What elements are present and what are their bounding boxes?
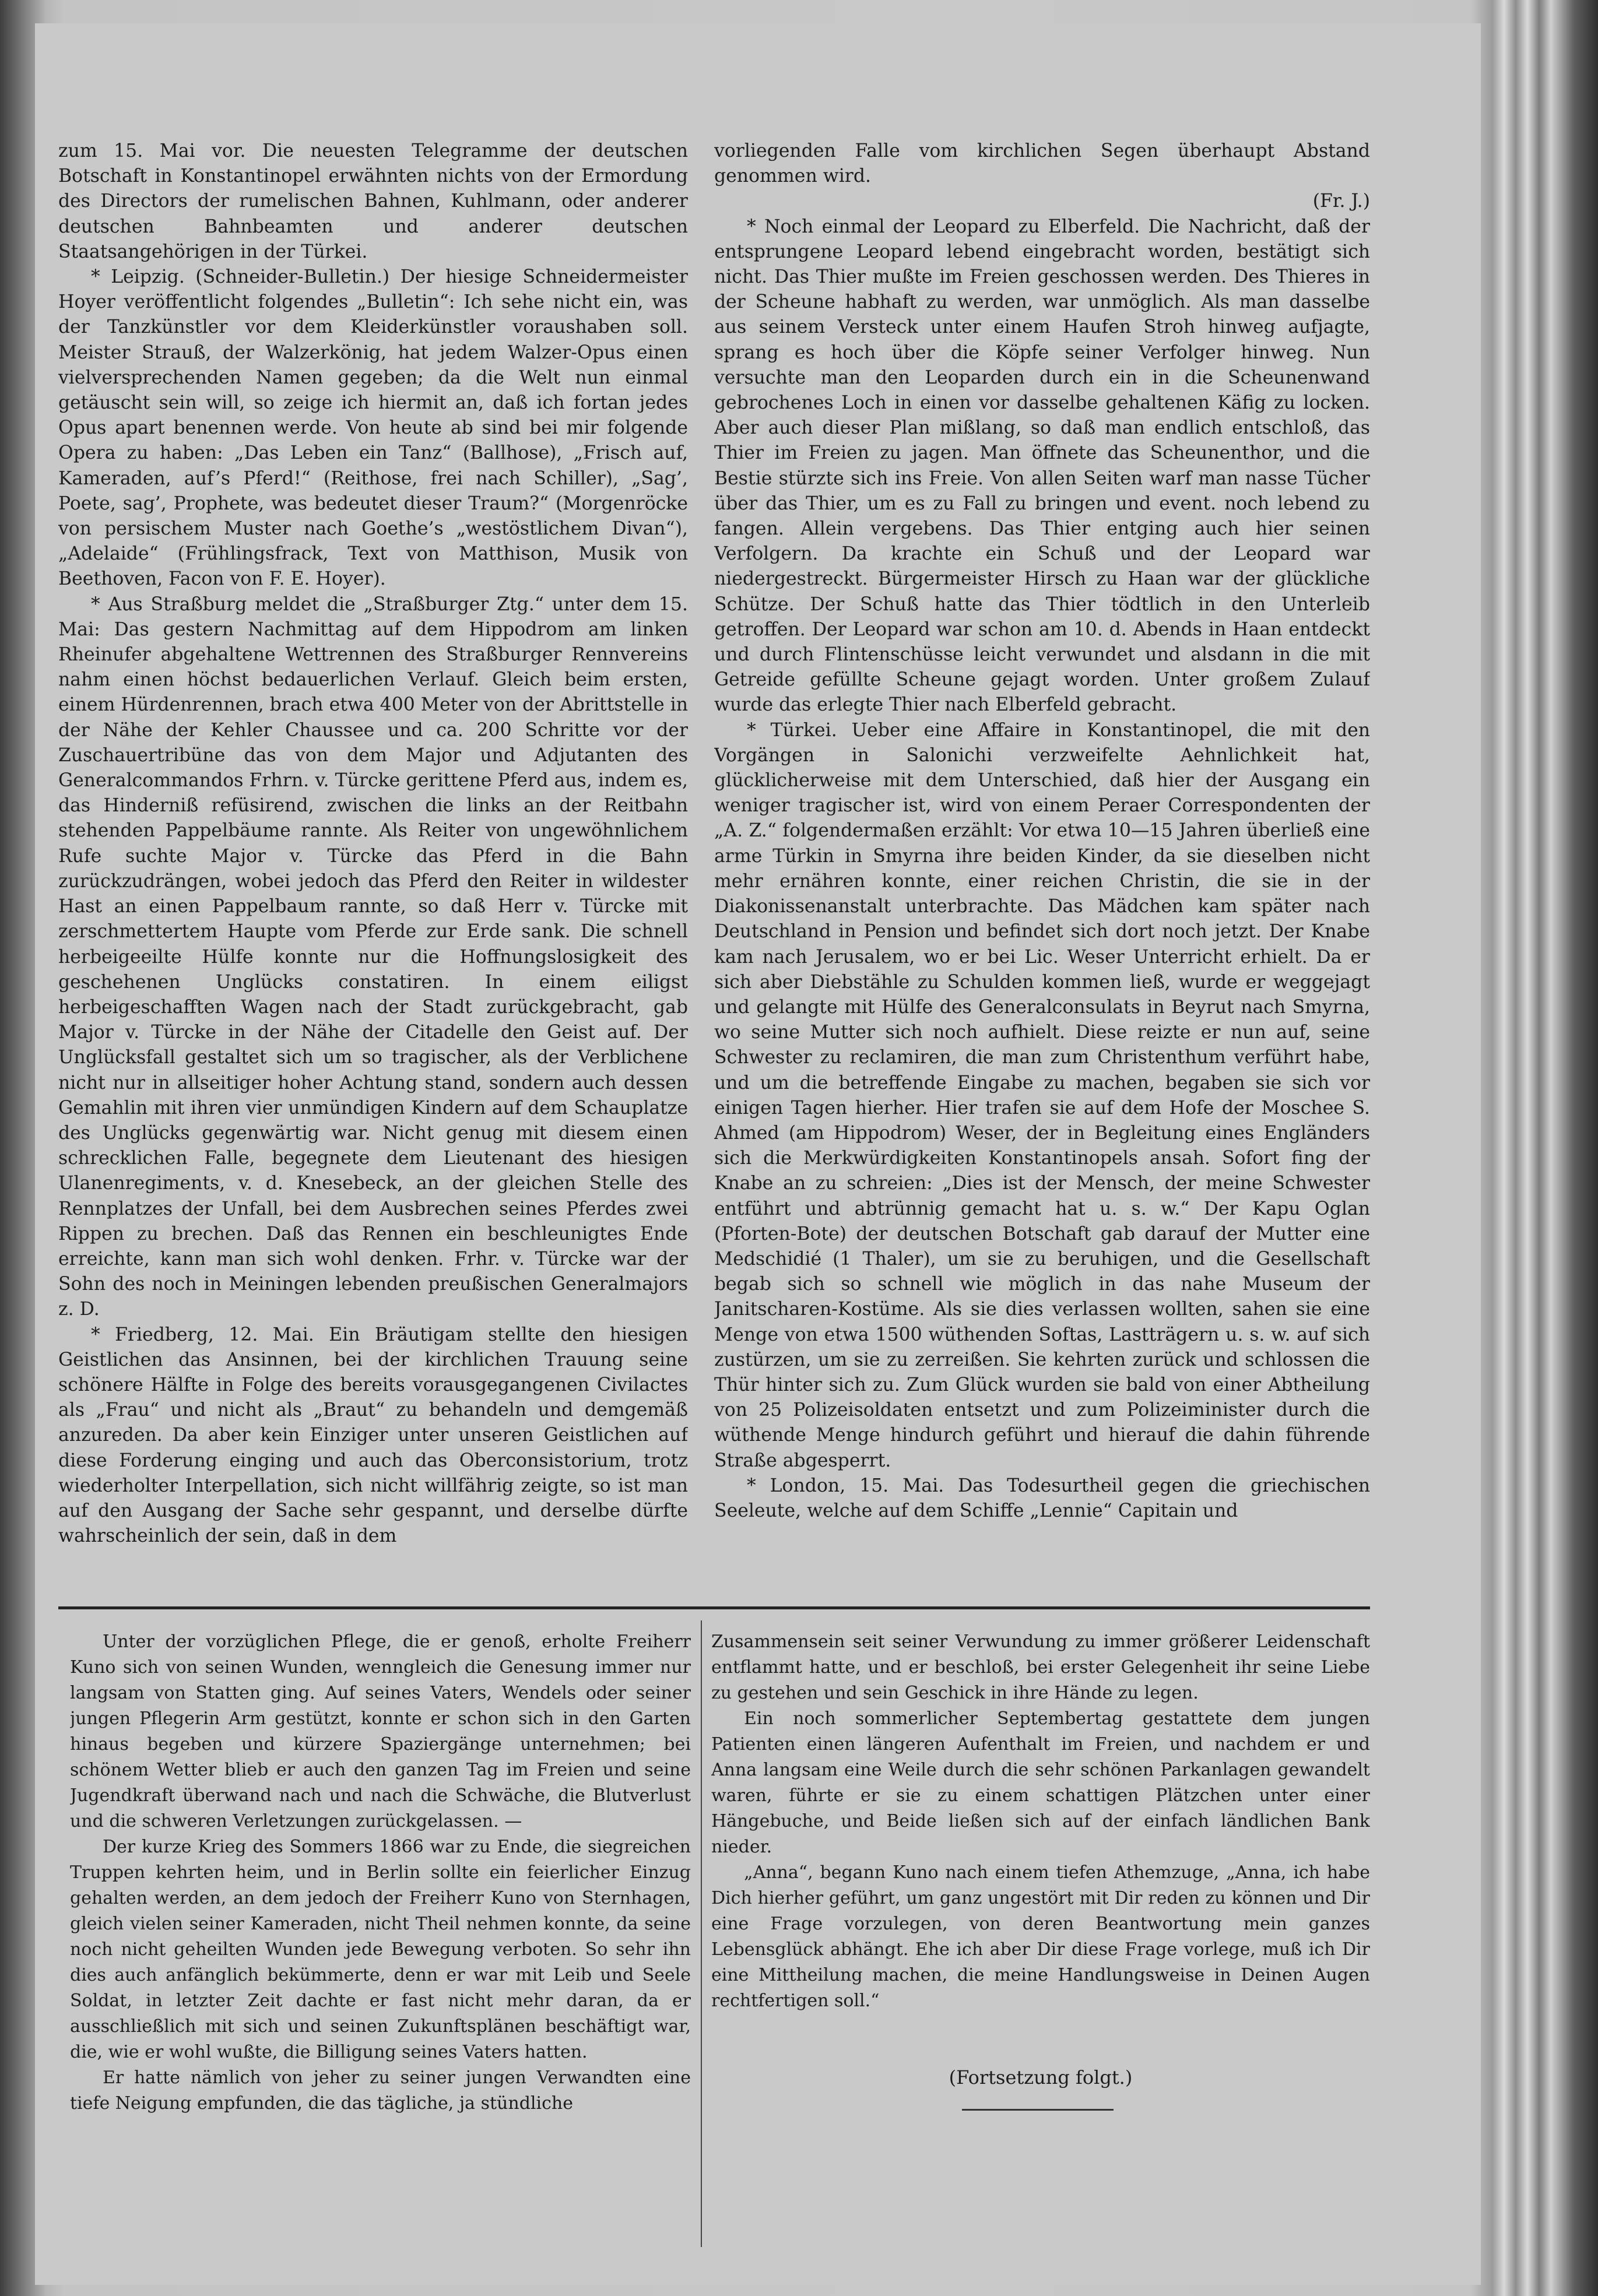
novel-column-left bbox=[70, 1629, 691, 2247]
news-paragraph: vorliegenden Falle vom kirchlichen Segen überhaupt Abstand genommen wird. bbox=[714, 140, 1370, 187]
news-paragraph: * Türkei. Ueber eine Affaire in Konstantinopel, die mit den Vorgängen in Salonichi verzweifelte Aehnlichkeit hat, glücklicherweise mit dem Unterschied, daß hier der Ausgang ein weniger tragischer ist, wird von einem Peraer Correspondenten der „A. Z.“ folgendermaßen erzählt: Vor etwa 10—15 Jahren überließ eine arme Türkin in Smyrna ihre beiden Kinder, da sie dieselben nicht mehr ernähren konnte, einer reichen Christin, die sie in der Diakonissenanstalt unterbrachte. Das Mädchen kam später nach Deutschland in Pension und befindet sich dort noch jetzt. Der Knabe kam nach Jerusalem, wo er bei Lic. Weser Unterricht erhielt. Da er sich aber Diebstähle zu Schulden kommen ließ, wurde er weggejagt und gelangte mit Hülfe des Generalconsulats in Beyrut nach Smyrna, wo seine Mutter sich noch aufhielt. Diese reizte er nun auf, seine Schwester zu reclamiren, die man zum Christenthum verführt habe, und um die betreffende Eingabe zu machen, begaben sie sich vor einigen Tagen hierher. Hier trafen sie auf dem Hofe der Moschee S. Ahmed (am Hippodrom) Weser, der in Begleitung eines Engländers sich die Merkwürdigkeiten Konstantinopels ansah. Sofort fing der Knabe an zu schreien: „Dies ist der Mensch, der meine Schwester entführt und abtrünnig gemacht hat u. s. w.“ Der Kapu Oglan (Pforten-Bote) der deutschen Botschaft gab darauf der Mutter eine Medschidié (1 Thaler), um sie zu beruhigen, und die Gesellschaft begab sich so schnell wie möglich in das nahe Museum der Janitscharen-Kostüme. Als sie dies verlassen wollten, sahen sie eine Menge von etwa 1500 wüthenden Softas, Lastträgern u. s. w. auf sich zustürzen, um sie zu zerreißen. Sie kehrten zurück und schlossen die Thür hinter sich zu. Zum Glück wurden sie bald von einer Abtheilung von 25 Polizeisoldaten entsetzt und zum Polizeiminister durch die wüthende Menge hindurch geführt und hierauf die dahin führende Straße abgesperrt. bbox=[714, 719, 1370, 1471]
news-column-left bbox=[58, 139, 688, 1587]
news-paragraph: zum 15. Mai vor. Die neuesten Telegramme der deutschen Botschaft in Konstantinopel erwähnten nichts von der Ermordung des Directors der rumelischen Bahnen, Kuhlmann, oder anderer deutschen Bahnbeamten und anderer deutschen Staatsangehörigen in der Türkei. bbox=[58, 140, 688, 262]
novel-paragraph: Er hatte nämlich von jeher zu seiner jungen Verwandten eine tiefe Neigung empfunden, die das tägliche, ja stündliche bbox=[70, 2068, 691, 2114]
news-paragraph: * Noch einmal der Leopard zu Elberfeld. Die Nachricht, daß der entsprungene Leopard lebend eingebracht worden, bestätigt sich nicht. Das Thier mußte im Freien geschossen werden. Des Thieres in der Scheune habhaft zu werden, war unmöglich. Als man dasselbe aus seinem Versteck unter einem Haufen Stroh hinweg aufjagte, sprang es hoch über die Köpfe seiner Verfolger hinweg. Nun versuchte man den Leoparden durch ein in die Scheunenwand gebrochenes Loch in einen vor dasselbe gehaltenen Käfig zu locken. Aber auch dieser Plan mißlang, so daß man endlich entschloß, das Thier im Freien zu jagen. Man öffnete das Scheunenthor, und die Bestie stürzte sich ins Freie. Von allen Seiten warf man nasse Tücher über das Thier, um es zu Fall zu bringen und event. noch lebend zu fangen. Allein vergebens. Das Thier entging auch hier seinen Verfolgern. Da krachte ein Schuß und der Leopard war niedergestreckt. Bürgermeister Hirsch zu Haan war der glückliche Schütze. Der Schuß hatte das Thier tödtlich in den Unterleib getroffen. Der Leopard war schon am 10. d. Abends in Haan entdeckt und durch Flintenschüsse leicht verwundet und alsdann in die mit Getreide gefüllte Scheune gejagt worden. Unter großem Zulauf wurde das erlegte Thier nach Elberfeld gebracht. bbox=[714, 216, 1370, 716]
end-rule bbox=[962, 2109, 1114, 2111]
news-paragraph: * Leipzig. (Schneider-Bulletin.) Der hiesige Schneidermeister Hoyer veröffentlicht folgendes „Bulletin“: Ich sehe nicht ein, was der Tanzkünstler vor dem Kleiderkünstler voraushaben soll. Meister Strauß, der Walzerkönig, hat jedem Walzer-Opus einen vielversprechenden Namen gegeben; da die Welt nun einmal getäuscht sein will, so zeige ich hiermit an, daß ich fortan jedes Opus apart benennen werde. Von heute ab sind bei mir folgende Opera zu haben: „Das Leben ein Tanz“ (Ballhose), „Frisch auf, Kameraden, auf’s Pferd!“ (Reithose, frei nach Schiller), „Sag’, Poete, sag’, Prophete, was bedeutet dieser Traum?“ (Morgenröcke von persischem Muster nach Goethe’s „westöstlichem Divan“), „Adelaide“ (Frühlingsfrack, Text von Matthison, Musik von Beethoven, Facon von F. E. Hoyer). bbox=[58, 266, 688, 590]
feuilleton-divider-rule bbox=[58, 1606, 1370, 1609]
continuation-note: (Fortsetzung folgt.) bbox=[949, 2066, 1133, 2088]
novel-column-right bbox=[711, 1629, 1370, 2049]
newspaper-page bbox=[35, 23, 1481, 2285]
news-paragraph: * London, 15. Mai. Das Todesurtheil gegen die griechischen Seeleute, welche auf dem Schiffe „Lennie“ Capitain und bbox=[714, 1475, 1370, 1521]
news-column-right bbox=[714, 139, 1370, 1587]
novel-paragraph: Unter der vorzüglichen Pflege, die er genoß, erholte Freiherr Kuno sich von seinen Wunden, wenngleich die Genesung immer nur langsam von Statten ging. Auf seines Vaters, Wendels oder seiner jungen Pflegerin Arm gestützt, konnte er schon sich in den Garten hinaus begeben und kürzere Spaziergänge unternehmen; bei schönem Wetter blieb er auch den ganzen Tag im Freien und seine Jugendkraft überwand nach und nach die Schwäche, die Blutverlust und die schweren Verletzungen zurückgelassen. — bbox=[70, 1632, 691, 1831]
novel-paragraph: Der kurze Krieg des Sommers 1866 war zu Ende, die siegreichen Truppen kehrten heim, und in Berlin sollte ein feierlicher Einzug gehalten werden, an dem jedoch der Freiherr Kuno von Sternhagen, gleich vielen seiner Kameraden, nicht Theil nehmen konnte, da seine noch nicht geheilten Wunden jede Bewegung verboten. So sehr ihn dies auch anfänglich bekümmerte, denn er war mit Leib und Seele Soldat, in letzter Zeit dachte er fast nicht mehr daran, da er ausschließlich mit sich und seinen Zukunftsplänen beschäftigt war, die, wie er wohl wußte, die Billigung seines Vaters hatten. bbox=[70, 1837, 691, 2062]
novel-paragraph: Zusammensein seit seiner Verwundung zu immer größerer Leidenschaft entflammt hatte, und er beschloß, bei erster Gelegenheit ihr seine Liebe zu gestehen und sein Geschick in ihre Hände zu legen. bbox=[711, 1632, 1370, 1703]
news-source-citation: (Fr. J.) bbox=[1312, 191, 1370, 212]
news-paragraph: * Aus Straßburg meldet die „Straßburger Ztg.“ unter dem 15. Mai: Das gestern Nachmittag auf dem Hippodrom am linken Rheinufer abgehaltene Wettrennen des Straßburger Rennvereins nahm einen höchst bedauerlichen Verlauf. Gleich beim ersten, einem Hürdenrennen, brach etwa 400 Meter von der Abrittstelle in der Nähe der Kehler Chaussee und ca. 200 Schritte vor der Zuschauertribüne das von dem Major und Adjutanten des Generalcommandos Frhrn. v. Türcke gerittene Pferd aus, indem es, das Hinderniß refüsirend, zwischen die links an der Reitbahn stehenden Pappelbäume rannte. Als Reiter von ungewöhnlichem Rufe suchte Major v. Türcke das Pferd in die Bahn zurückzudrängen, wobei jedoch das Pferd den Reiter in wildester Hast an einen Pappelbaum rannte, so daß Herr v. Türcke mit zerschmettertem Haupte vom Pferde zur Erde sank. Die schnell herbeigeeilte Hülfe konnte nur die Hoffnungslosigkeit des geschehenen Unglücks constatiren. In einem eiligst herbeigeschafften Wagen nach der Stadt zurückgebracht, gab Major v. Türcke in der Nähe der Citadelle den Geist auf. Der Unglücksfall gestaltet sich um so tragischer, als der Verblichene nicht nur in allseitiger hoher Achtung stand, sondern auch dessen Gemahlin mit ihren vier unmündigen Kindern auf dem Schauplatze des Unglücks gegenwärtig war. Nicht genug mit diesem einen schrecklichen Falle, begegnete dem Lieutenant des hiesigen Ulanenregiments, v. d. Knesebeck, an der gleichen Stelle des Rennplatzes der Unfall, bei dem Ausbrechen seines Pferdes zwei Rippen zu brechen. Daß das Rennen ein beschleunigtes Ende erreichte, kann man sich wohl denken. Frhr. v. Türcke war der Sohn des noch in Meiningen lebenden preußischen Generalmajors z. D. bbox=[58, 593, 688, 1320]
novel-paragraph: Ein noch sommerlicher Septembertag gestattete dem jungen Patienten einen längeren Aufenthalt im Freien, und nachdem er und Anna langsam eine Weile durch die sehr schönen Parkanlagen gewandelt waren, führte er sie zu einem schattigen Plätzchen unter einer Hängebuche, und Beide ließen sich auf der einfach ländlichen Bank nieder. bbox=[711, 1708, 1370, 1857]
novel-paragraph: „Anna“, begann Kuno nach einem tiefen Athemzuge, „Anna, ich habe Dich hierher geführt, um ganz ungestört mit Dir reden zu können und Dir eine Frage vorzulegen, von deren Beantwortung mein ganzes Lebensglück abhängt. Ehe ich aber Dir diese Frage vorlege, muß ich Dir eine Mittheilung machen, die meine Handlungsweise in Deinen Augen rechtfertigen soll.“ bbox=[711, 1862, 1370, 2011]
feuilleton-column-rule bbox=[701, 1620, 702, 2247]
news-paragraph: * Friedberg, 12. Mai. Ein Bräutigam stellte den hiesigen Geistlichen das Ansinnen, bei der kirchlichen Trauung seine schönere Hälfte in Folge des bereits vorausgegangenen Civilactes als „Frau“ und nicht als „Braut“ zu behandeln und demgemäß anzureden. Da aber kein Einziger unter unseren Geistlichen auf diese Forderung einging und auch das Oberconsistorium, trotz wiederholter Interpellation, sich nicht willfährig zeigte, so ist man auf den Ausgang der Sache sehr gespannt, und derselbe dürfte wahrscheinlich der sein, daß in dem bbox=[58, 1324, 688, 1547]
